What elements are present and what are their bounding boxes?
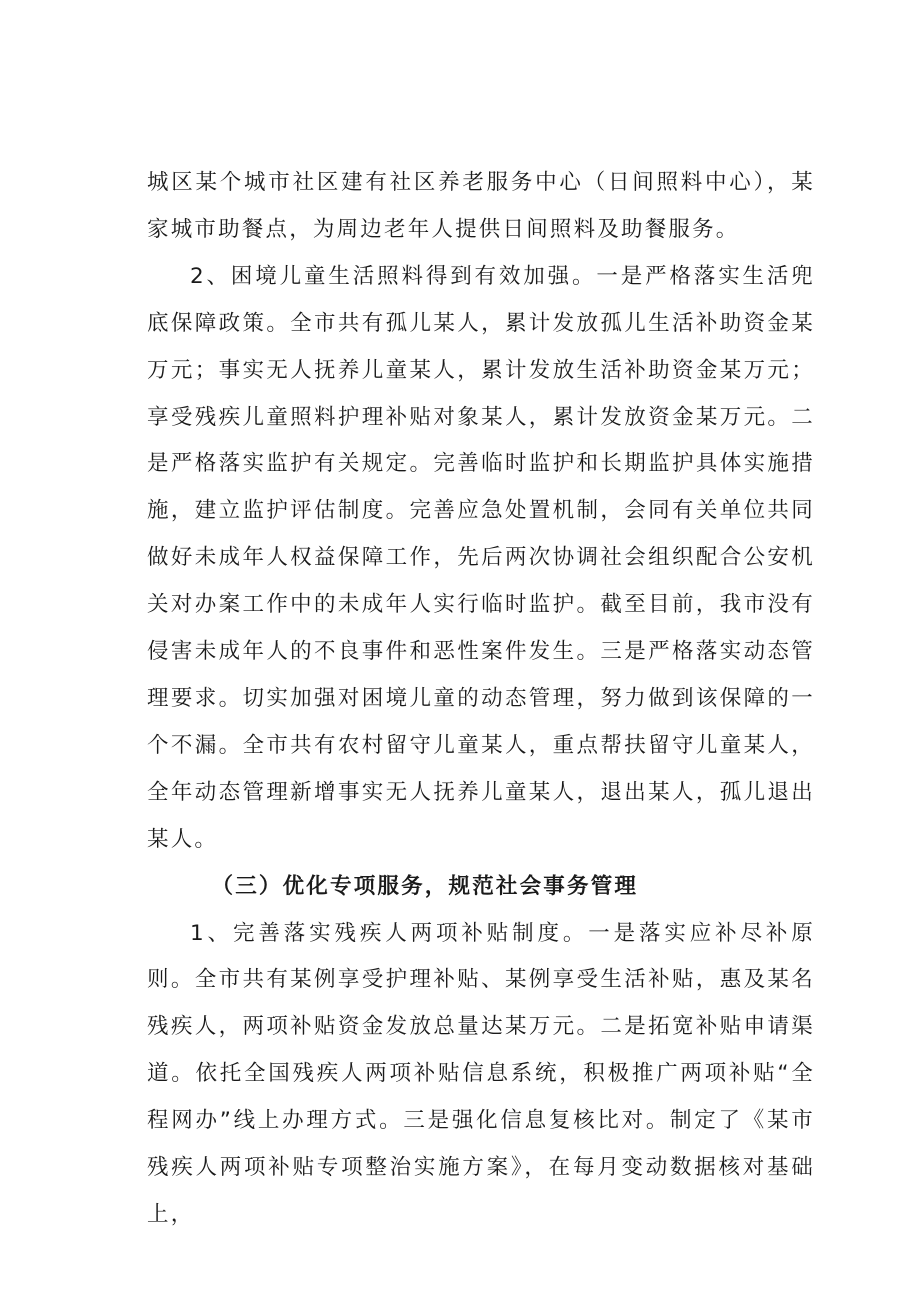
- document-body: [147, 160, 815, 1239]
- section-heading-special-services: （三）优化专项服务，规范社会事务管理: [211, 873, 639, 899]
- paragraph-children-care: 2、困境儿童生活照料得到有效加强。一是严格落实生活兜底保障政策。全市共有孤儿某人，累计发放孤儿生活补助资金某万元；事实无人抚养儿童某人，累计发放生活补助资金某万元；享受残疾儿童照料护理补贴对象某人，累计发放资金某万元。二是严格落实监护有关规定。完善临时监护和长期监护具体实施措施，建立监护评估制度。完善应急处置机制，会同有关单位共同做好未成年人权益保障工作，先后两次协调社会组织配合公安机关对办案工作中的未成年人实行临时监护。截至目前，我市没有侵害未成年人的不良事件和恶性案件发生。三是严格落实动态管理要求。切实加强对困境儿童的动态管理，努力做到该保障的一个不漏。全市共有农村留守儿童某人，重点帮扶留守儿童某人，全年动态管理新增事实无人抚养儿童某人，退出某人，孤儿退出某人。: [147, 263, 815, 852]
- paragraph-disability-subsidies: 1、完善落实残疾人两项补贴制度。一是落实应补尽补原则。全市共有某例享受护理补贴、某例享受生活补贴，惠及某名残疾人，两项补贴资金发放总量达某万元。二是拓宽补贴申请渠道。依托全国残疾人两项补贴信息系统，积极推广两项补贴“全程网办”线上办理方式。三是强化信息复核比对。制定了《某市残疾人两项补贴专项整治实施方案》，在每月变动数据核对基础上，: [147, 920, 815, 1227]
- paragraph-elderly-care-continuation: 城区某个城市社区建有社区养老服务中心（日间照料中心），某家城市助餐点，为周边老年人提供日间照料及助餐服务。: [147, 170, 815, 242]
